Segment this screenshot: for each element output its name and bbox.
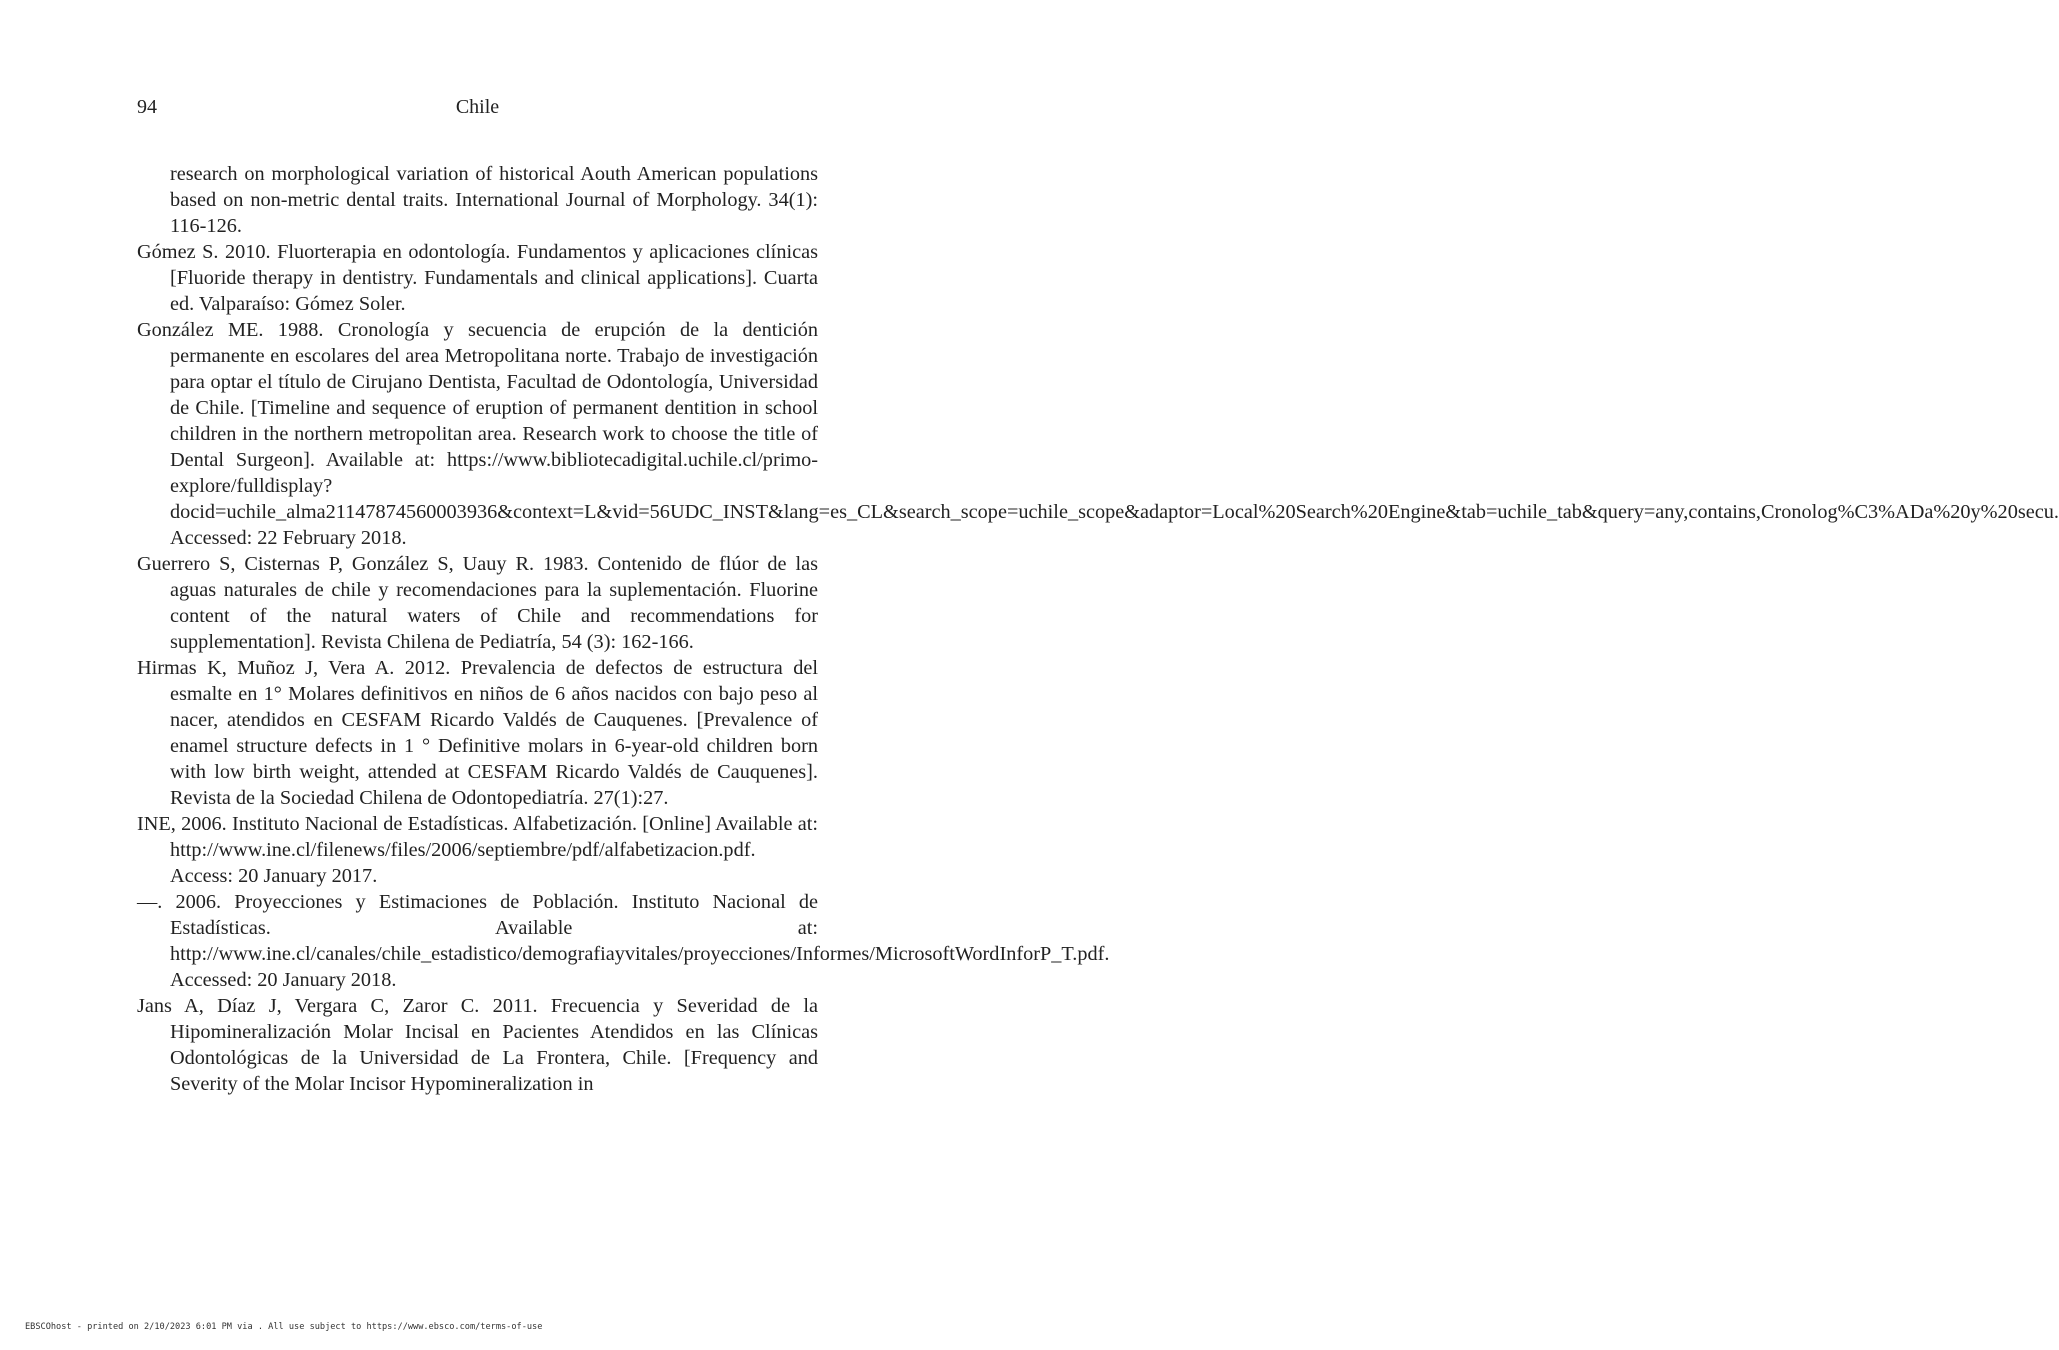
reference-entry: INE, 2006. Instituto Nacional de Estadísticas. Alfabetización. [Online] Available at: http://www.ine.cl/filenews/files/2006/septiembre/pdf/alfabetizacion.pdf. Access: 20 January 2017. bbox=[137, 813, 818, 887]
page-header bbox=[137, 96, 818, 122]
reference-entry: González ME. 1988. Cronología y secuencia de erupción de la dentición permanente en escolares del area Metropolitana norte. Trabajo de investigación para optar el título de Cirujano Dentista, Facultad de Odontología, Universidad de Chile. [Timeline and sequence of eruption of permanent dentition in school children in the northern metropolitan area. Research work to choose the title of Dental Surgeon]. Available at: https://www.bibliotecadigital.uchile.cl/primo-explore/fulldisplay?docid=uchile_alma21147874560003936&context=L&vid=56UDC_INST&lang=es_CL&search_scope=uchile_scope&adaptor=Local%20Search%20Engine&tab=uchile_tab&query=any,contains,Cronolog%C3%ADa%20y%20secu. Accessed: 22 February 2018. bbox=[137, 319, 2059, 549]
reference-entry: —. 2006. Proyecciones y Estimaciones de Población. Instituto Nacional de Estadísticas. Available at: http://www.ine.cl/canales/chile_estadistico/demografiayvitales/proyecciones/Informes/MicrosoftWordInforP_T.pdf. Accessed: 20 January 2018. bbox=[137, 891, 1110, 991]
reference-entry: Guerrero S, Cisternas P, González S, Uauy R. 1983. Contenido de flúor de las aguas naturales de chile y recomendaciones para la suplementación. Fluorine content of the natural waters of Chile and recommendations for supplementation]. Revista Chilena de Pediatría, 54 (3): 162-166. bbox=[137, 553, 818, 653]
reference-entry: Gómez S. 2010. Fluorterapia en odontología. Fundamentos y aplicaciones clínicas [Fluoride therapy in dentistry. Fundamentals and clinical applications]. Cuarta ed. Valparaíso: Gómez Soler. bbox=[137, 241, 818, 315]
reference-list bbox=[137, 161, 2059, 1097]
reference-entry: research on morphological variation of historical Aouth American populations based on non-metric dental traits. International Journal of Morphology. 34(1): 116-126. bbox=[170, 163, 818, 237]
ebsco-footer: EBSCOhost - printed on 2/10/2023 6:01 PM via . All use subject to https://www.ebsco.com/terms-of-use bbox=[25, 1322, 543, 1332]
reference-entry: Jans A, Díaz J, Vergara C, Zaror C. 2011. Frecuencia y Severidad de la Hipomineralización Molar Incisal en Pacientes Atendidos en las Clínicas Odontológicas de la Universidad de La Frontera, Chile. [Frequency and Severity of the Molar Incisor Hypomineralization in bbox=[137, 995, 818, 1095]
reference-entry: Hirmas K, Muñoz J, Vera A. 2012. Prevalencia de defectos de estructura del esmalte en 1° Molares definitivos en niños de 6 años nacidos con bajo peso al nacer, atendidos en CESFAM Ricardo Valdés de Cauquenes. [Prevalence of enamel structure defects in 1 ° Definitive molars in 6-year-old children born with low birth weight, attended at CESFAM Ricardo Valdés de Cauquenes]. Revista de la Sociedad Chilena de Odontopediatría. 27(1):27. bbox=[137, 657, 818, 809]
running-title: Chile bbox=[455, 96, 500, 118]
page-number: 94 bbox=[137, 96, 157, 118]
